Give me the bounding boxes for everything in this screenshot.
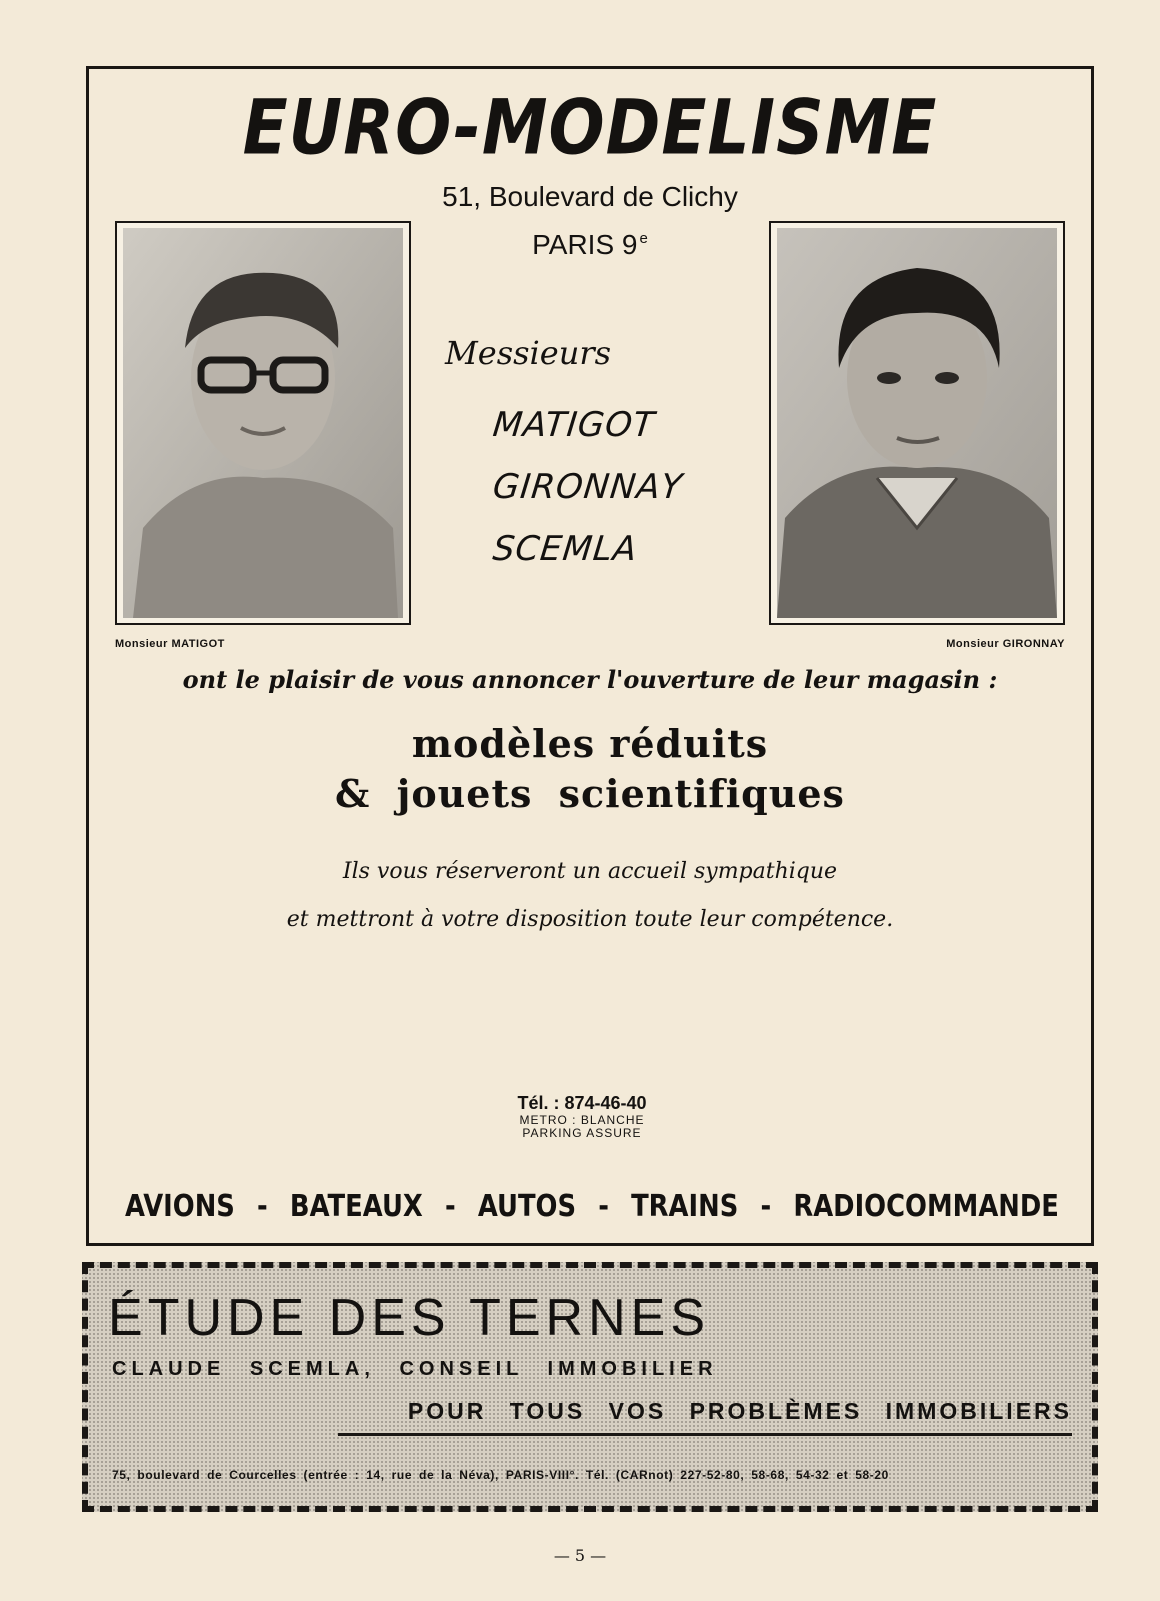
address-city-text: PARIS 9 [532,229,638,260]
category-separator: - [257,1189,268,1224]
greeting: Messieurs [445,334,612,372]
photo-gironnay [769,221,1065,625]
category-bar [125,1189,1059,1224]
category-item: AUTOS [477,1189,577,1224]
euro-modelisme-ad [86,66,1094,1246]
category-item: AVIONS [125,1189,235,1224]
etude-subtitle: CLAUDE SCEMLA, CONSEIL IMMOBILIER [112,1358,718,1380]
category-item: BATEAUX [289,1189,423,1224]
address-street: 51, Boulevard de Clichy [442,181,738,212]
parking-info: PARKING ASSURE [522,1126,642,1140]
portrait-image [122,228,404,618]
phone-number: Tél. : 874-46-40 [517,1093,647,1113]
category-separator: - [444,1189,456,1224]
etude-slogan: POUR TOUS VOS PROBLÈMES IMMOBILIERS [338,1398,1072,1436]
headline-models: modèles réduits [411,721,769,766]
etude-title: ÉTUDE DES TERNES [108,1289,711,1347]
owner-name: MATIGOT [490,405,657,445]
category-item: TRAINS [631,1189,739,1224]
welcome-line: Ils vous réserveront un accueil sympathique [342,859,838,884]
contact-block [507,1093,657,1140]
owner-name: GIRONNAY [490,467,685,507]
owner-names [490,394,685,580]
caption-gironnay: Monsieur GIRONNAY [946,638,1065,650]
page-number: — 5 — [553,1546,607,1565]
portrait-image [776,228,1058,618]
brand-title: EURO-MODELISME [242,83,938,172]
address-city-sup: e [639,230,648,247]
etude-address: 75, boulevard de Courcelles (entrée : 14, rue de la Néva), PARIS-VIII°. Tél. (CARnot) 227-52-80, 58-68, 54-32 et 58-20 [112,1468,889,1482]
headline-toys: & jouets scientifiques [335,771,845,816]
category-item: RADIOCOMMANDE [793,1189,1059,1224]
category-separator: - [598,1189,609,1224]
welcome-line: et mettront à votre disposition toute leur compétence. [286,907,894,932]
announcement: ont le plaisir de vous annoncer l'ouverture de leur magasin : [182,665,998,694]
photo-matigot [115,221,411,625]
caption-matigot: Monsieur MATIGOT [115,638,225,650]
owner-name: SCEMLA [490,529,640,569]
etude-des-ternes-ad [82,1262,1098,1512]
metro-info: METRO : BLANCHE [519,1113,645,1127]
category-separator: - [760,1189,772,1224]
